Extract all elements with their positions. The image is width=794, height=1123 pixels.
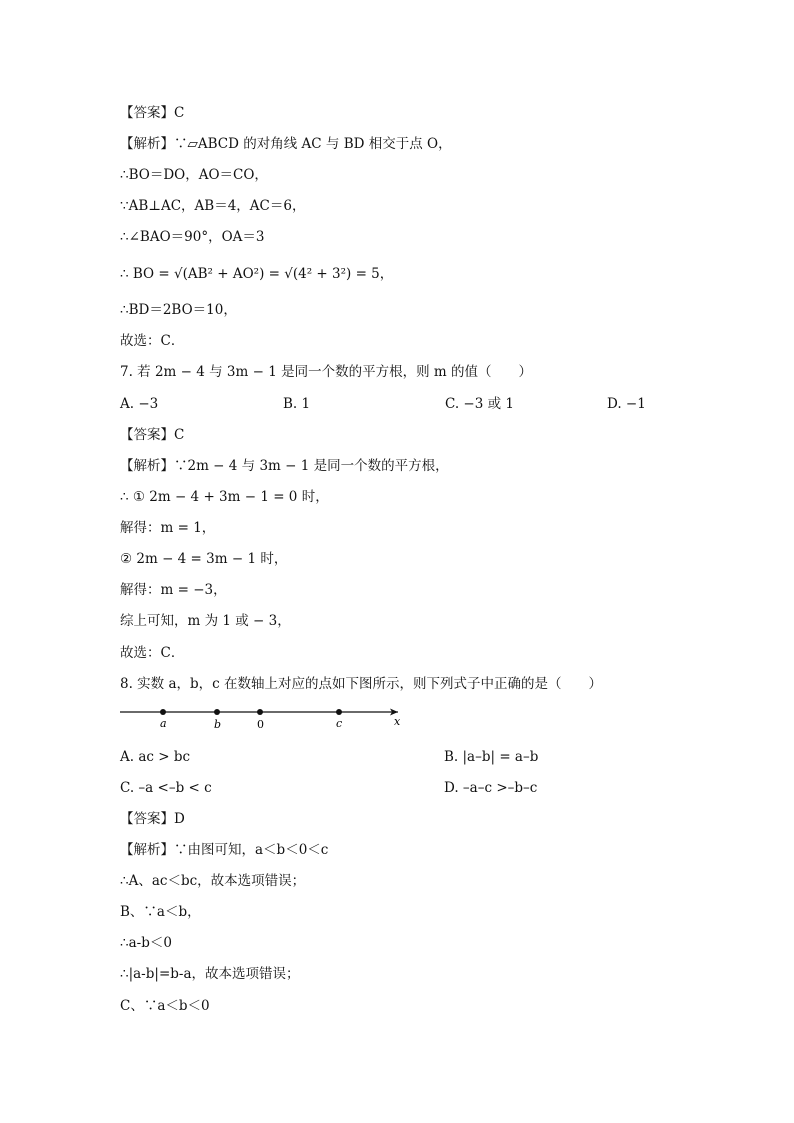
- answer-7: 【答案】C: [120, 427, 185, 443]
- step-6-4: ∴ BO = √(AB² + AO²) = √(4² + 3²) = 5，: [120, 266, 394, 282]
- step-8-3: ∴a-b＜0: [120, 935, 172, 951]
- step-6-1: ∴BO＝DO，AO＝CO，: [120, 167, 268, 183]
- option-8-a: A. ac > bc: [120, 749, 191, 765]
- analysis-7: 【解析】∵2m − 4 与 3m − 1 是同一个数的平方根，: [120, 458, 449, 474]
- option-7-b: B. 1: [283, 396, 311, 412]
- point-0: [257, 709, 263, 715]
- answer-6: 【答案】C: [120, 105, 185, 121]
- step-7-2: 解得：m = 1，: [120, 520, 216, 536]
- step-8-2: B、∵a＜b，: [120, 904, 201, 920]
- option-7-a: A. −3: [120, 396, 159, 412]
- choose-6: 故选：C．: [120, 333, 185, 349]
- step-6-3: ∴∠BAO＝90°，OA＝3: [120, 229, 265, 245]
- option-8-d: D. –a–c >–b–c: [444, 780, 538, 796]
- label-0: 0: [257, 718, 264, 731]
- step-7-4: 解得：m = −3，: [120, 582, 227, 598]
- option-7-d: D. −1: [607, 396, 646, 412]
- number-line-figure: [118, 700, 408, 740]
- step-7-3: ② 2m − 4 = 3m − 1 时，: [120, 551, 288, 567]
- analysis-6: 【解析】∵▱ABCD 的对角线 AC 与 BD 相交于点 O，: [120, 136, 452, 152]
- option-8-b: B. |a–b| = a–b: [444, 749, 539, 765]
- question-7: 7. 若 2m − 4 与 3m − 1 是同一个数的平方根，则 m 的值（ ）: [120, 364, 532, 380]
- label-c: c: [336, 717, 343, 730]
- label-a: a: [160, 717, 167, 730]
- answer-8: 【答案】D: [120, 811, 185, 827]
- point-c: [336, 709, 342, 715]
- analysis-8: 【解析】∵由图可知，a＜b＜0＜c: [120, 842, 329, 858]
- choose-7: 故选：C．: [120, 645, 185, 661]
- option-8-c: C. –a <–b < c: [120, 780, 212, 796]
- step-7-1: ∴ ① 2m − 4 + 3m − 1 = 0 时，: [120, 489, 329, 505]
- question-8: 8. 实数 a，b，c 在数轴上对应的点如下图所示，则下列式子中正确的是（ ）: [120, 676, 603, 692]
- point-a: [160, 709, 166, 715]
- step-7-5: 综上可知，m 为 1 或 − 3，: [120, 613, 291, 629]
- label-x: x: [394, 715, 401, 728]
- step-8-5: C、∵a＜b＜0: [120, 998, 210, 1014]
- label-b: b: [214, 718, 222, 731]
- step-8-1: ∴A、ac＜bc，故本选项错误；: [120, 873, 306, 889]
- option-7-c: C. −3 或 1: [445, 396, 515, 412]
- step-6-2: ∵AB⊥AC，AB＝4，AC＝6，: [120, 198, 306, 214]
- step-8-4: ∴|a-b|=b-a，故本选项错误；: [120, 966, 300, 982]
- point-b: [214, 709, 220, 715]
- step-6-5: ∴BD＝2BO＝10，: [120, 302, 237, 318]
